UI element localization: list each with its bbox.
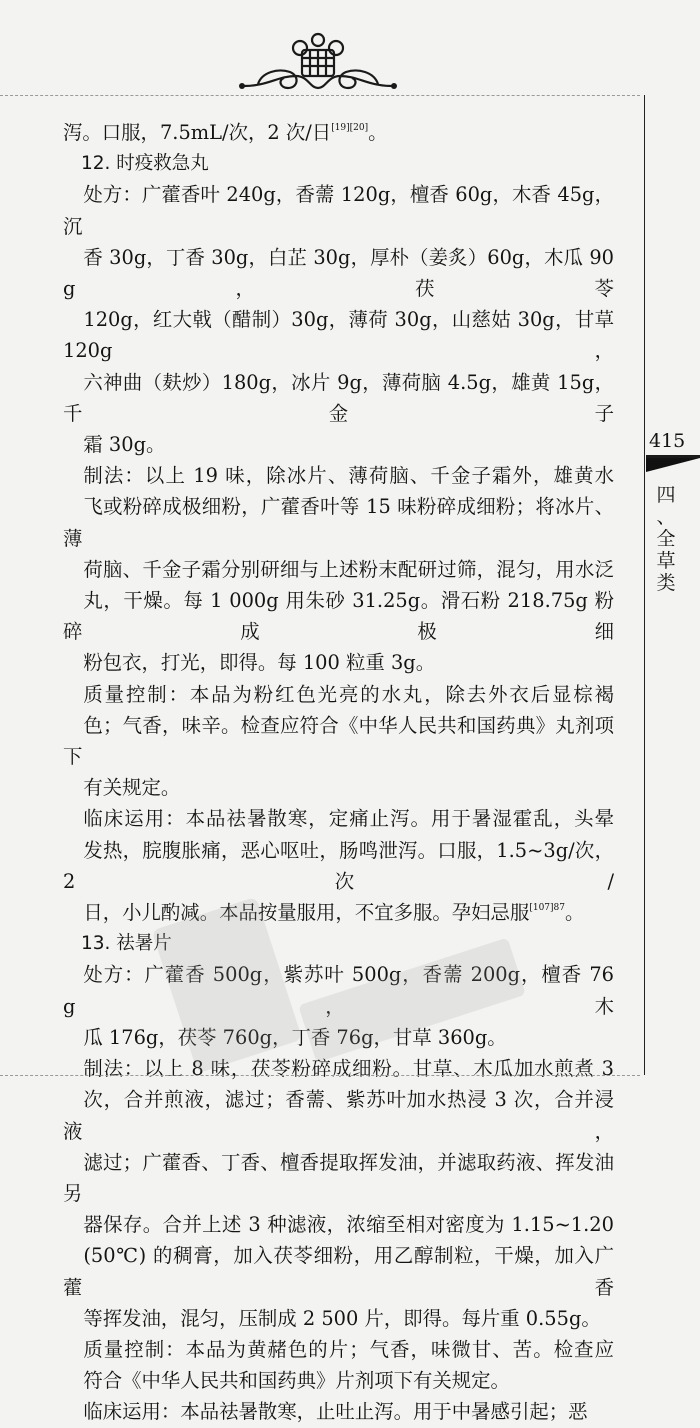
citation-superscript: [107]87 bbox=[529, 903, 565, 914]
text-line bbox=[63, 1240, 614, 1302]
text-line bbox=[63, 491, 614, 553]
text-line bbox=[63, 1303, 614, 1334]
text-line bbox=[63, 1022, 614, 1053]
text-run: 13. 祛暑片 bbox=[81, 933, 172, 955]
text-line bbox=[63, 429, 614, 460]
text-run: 粉包衣，打光，即得。每 100 粒重 3g。 bbox=[83, 651, 436, 675]
text-line bbox=[63, 1053, 614, 1084]
text-line bbox=[63, 1084, 614, 1146]
text-run: 香 30g，丁香 30g，白芷 30g，厚朴（姜炙）60g，木瓜 90g，茯苓 bbox=[63, 245, 614, 301]
text-line bbox=[63, 647, 614, 678]
text-line bbox=[63, 367, 614, 429]
text-run: 霜 30g。 bbox=[83, 433, 166, 457]
header-rule bbox=[0, 95, 640, 96]
chinese-knot-ornament-icon bbox=[238, 28, 398, 98]
paragraph bbox=[63, 679, 614, 804]
text-run: 荷脑、千金子霜分别研细与上述粉末配研过筛，混匀，用水泛 bbox=[83, 557, 614, 581]
text-run: 有关规定。 bbox=[83, 776, 181, 800]
section-label-char: 全 bbox=[656, 528, 676, 550]
text-run: 制法：以上 19 味，除冰片、薄荷脑、千金子霜外，雄黄水 bbox=[83, 464, 614, 488]
section-heading bbox=[63, 148, 614, 179]
section-label-char: 四 bbox=[656, 484, 676, 506]
text-line bbox=[63, 117, 614, 148]
text-line bbox=[63, 554, 614, 585]
text-line bbox=[63, 1209, 614, 1240]
text-run: 处方：广藿香 500g，紫苏叶 500g，香薷 200g，檀香 76g，木 bbox=[63, 963, 614, 1018]
text-run: (50℃) 的稠膏，加入茯苓细粉，用乙醇制粒，干燥，加入广藿香 bbox=[63, 1244, 614, 1299]
text-run: 。 bbox=[565, 901, 585, 925]
text-line bbox=[63, 710, 614, 772]
text-line bbox=[63, 585, 614, 647]
text-line bbox=[81, 933, 172, 954]
section-label-char: 、 bbox=[656, 506, 676, 528]
text-line bbox=[63, 679, 614, 710]
footer-rule bbox=[0, 1075, 640, 1076]
text-line bbox=[63, 179, 614, 241]
text-run: 滤过；广藿香、丁香、檀香提取挥发油，并滤取药液、挥发油另 bbox=[63, 1150, 614, 1205]
paragraph bbox=[63, 179, 614, 460]
text-run: 处方：广藿香叶 240g，香薷 120g，檀香 60g，木香 45g，沉 bbox=[63, 183, 614, 238]
section-label bbox=[656, 484, 676, 594]
paragraph bbox=[63, 460, 614, 678]
text-run: 日，小儿酌减。本品按量服用，不宜多服。孕妇忌服 bbox=[83, 901, 530, 925]
text-run: 瓜 176g，茯苓 760g，丁香 76g，甘草 360g。 bbox=[83, 1025, 507, 1049]
text-run: 泻。口服，7.5mL/次，2 次/日 bbox=[63, 121, 332, 144]
text-line bbox=[63, 1147, 614, 1209]
text-line bbox=[63, 897, 614, 928]
text-run: 质量控制：本品为黄赭色的片；气香，味微甘、苦。检查应 bbox=[83, 1337, 614, 1361]
page-number: 415 bbox=[649, 430, 686, 452]
margin-divider bbox=[644, 95, 645, 1075]
text-run: 120g，红大戟（醋制）30g，薄荷 30g，山慈姑 30g，甘草 120g， bbox=[63, 308, 614, 363]
text-run: 质量控制：本品为粉红色光亮的水丸，除去外衣后显棕褐 bbox=[83, 682, 614, 706]
section-heading bbox=[63, 928, 614, 959]
paragraph bbox=[63, 959, 614, 1053]
text-run: 制法：以上 8 味，茯苓粉碎成细粉。甘草、木瓜加水煎煮 3 bbox=[83, 1057, 614, 1081]
text-line bbox=[63, 959, 614, 1021]
text-run: 临床运用：本品祛暑散寒，止吐止泻。用于中暑感引起；恶 bbox=[83, 1400, 588, 1424]
text-line bbox=[63, 1396, 614, 1427]
text-run: 器保存。合并上述 3 种滤液，浓缩至相对密度为 1.15~1.20 bbox=[83, 1213, 614, 1237]
citation-superscript: [19][20] bbox=[331, 123, 369, 133]
text-line bbox=[63, 803, 614, 834]
text-run: 临床运用：本品祛暑散寒，定痛止泻。用于暑湿霍乱，头晕 bbox=[83, 807, 614, 831]
text-run: 色；气香，味辛。检查应符合《中华人民共和国药典》丸剂项下 bbox=[63, 713, 614, 769]
paragraph bbox=[63, 117, 614, 148]
text-run: 。 bbox=[368, 121, 388, 144]
text-run: 符合《中华人民共和国药典》片剂项下有关规定。 bbox=[83, 1369, 510, 1393]
body-text bbox=[63, 117, 614, 1428]
text-line bbox=[63, 1334, 614, 1365]
text-run: 12. 时疫救急丸 bbox=[81, 153, 209, 175]
text-run: 等挥发油，混匀，压制成 2 500 片，即得。每片重 0.55g。 bbox=[83, 1306, 601, 1330]
section-label-char: 类 bbox=[656, 572, 676, 594]
text-line bbox=[63, 835, 614, 897]
text-line bbox=[63, 1365, 614, 1396]
text-line bbox=[63, 304, 614, 366]
text-run: 发热，脘腹胀痛，恶心呕吐，肠鸣泄泻。口服，1.5~3g/次，2 次/ bbox=[63, 838, 614, 893]
text-run: 六神曲（麸炒）180g，冰片 9g，薄荷脑 4.5g，雄黄 15g，千金子 bbox=[63, 370, 615, 425]
paragraph bbox=[63, 1334, 614, 1396]
text-line bbox=[63, 242, 614, 304]
text-run: 飞或粉碎成极细粉，广藿香叶等 15 味粉碎成细粉；将冰片、薄 bbox=[63, 495, 614, 550]
text-line bbox=[63, 772, 614, 803]
paragraph bbox=[63, 1053, 614, 1334]
text-run: 次，合并煎液，滤过；香薷、紫苏叶加水热浸 3 次，合并浸液， bbox=[63, 1088, 614, 1143]
text-line bbox=[63, 460, 614, 491]
section-label-char: 草 bbox=[656, 550, 676, 572]
text-line bbox=[81, 153, 209, 174]
paragraph bbox=[63, 803, 614, 928]
paragraph bbox=[63, 1396, 614, 1427]
section-tab-marker bbox=[646, 458, 700, 472]
text-run: 丸，干燥。每 1 000g 用朱砂 31.25g。滑石粉 218.75g 粉碎成极细 bbox=[63, 589, 614, 644]
